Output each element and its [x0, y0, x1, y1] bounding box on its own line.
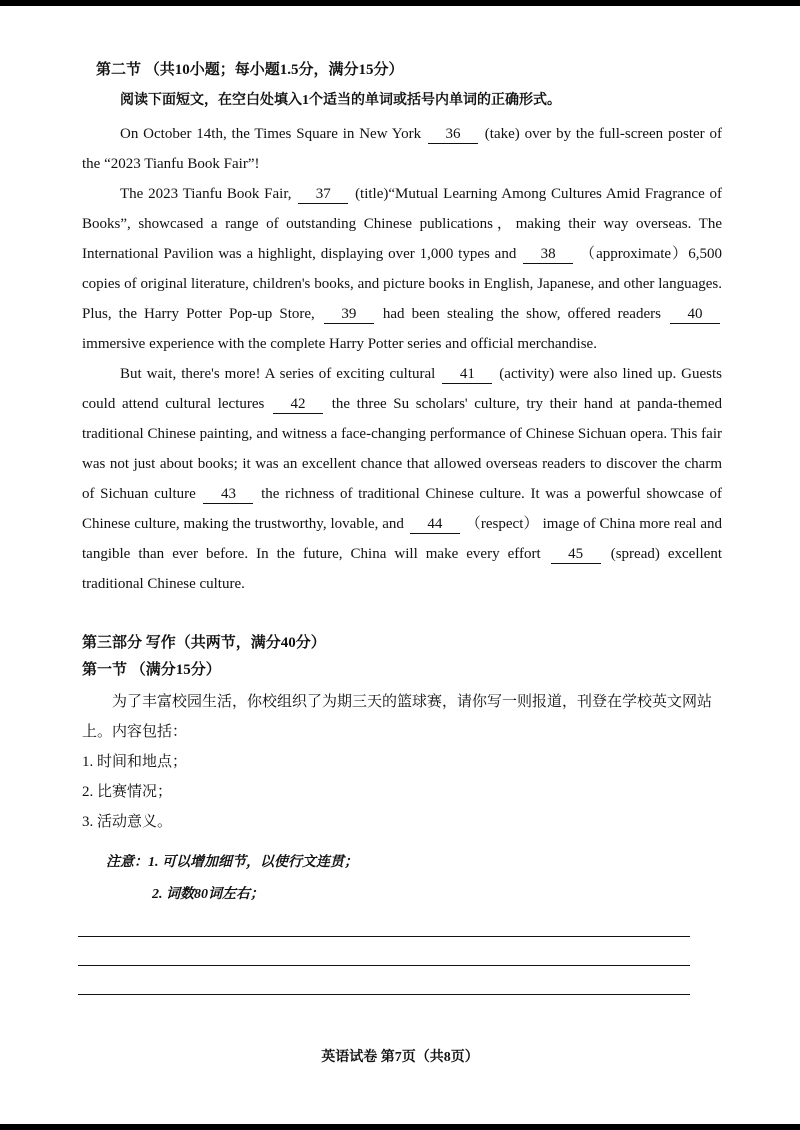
passage-text: （respect） image of China more real and tangible than ever before. In the future, China will make every effort	[82, 516, 723, 562]
passage-text: immersive experience with the complete Harry Potter series and official merchandise.	[82, 336, 597, 352]
top-border	[0, 0, 800, 6]
passage-text: (spread) excellent traditional Chinese culture.	[82, 546, 722, 592]
section-header: 第二节 （共10小题；每小题1.5分，满分15分）	[96, 62, 404, 78]
page-footer: 英语试卷 第7页（共8页）	[321, 1050, 479, 1065]
section-instruction: 阅读下面短文，在空白处填入1个适当的单词或括号内单词的正确形式。	[120, 93, 561, 108]
note-1: 注意：1. 可以增加细节，以使行文连贯；	[106, 855, 358, 870]
blank-36: 36	[428, 125, 478, 144]
blank-39: 39	[324, 305, 374, 324]
writing-prompt: 为了丰富校园生活，你校组织了为期三天的篮球赛，请你写一则报道，刊登在学校英文网站上。内容包括：	[82, 694, 713, 740]
blank-43: 43	[203, 485, 253, 504]
passage-text: (title)“Mutual Learning Among Cultures Amid Fragrance of Books”, showcased a range of outstanding Chinese publications，making their way overseas. The International Pavilion was a highlight, displaying over 1,000 types and	[82, 186, 723, 262]
answer-line[interactable]	[78, 965, 690, 966]
passage-paragraph-2	[82, 179, 722, 359]
subsection-header: 第一节 （满分15分）	[82, 662, 221, 678]
blank-42: 42	[273, 395, 323, 414]
bottom-border	[0, 1124, 800, 1130]
content-item-1: 1. 时间和地点；	[82, 754, 188, 770]
part-header: 第三部分 写作（共两节，满分40分）	[82, 635, 326, 651]
notes-block	[106, 847, 722, 911]
answer-line[interactable]	[78, 936, 690, 937]
passage-text: The 2023 Tianfu Book Fair,	[120, 186, 292, 202]
blank-40: 40	[670, 305, 720, 324]
passage-text: (activity) were also lined up. Guests could attend cultural lectures	[82, 366, 723, 412]
blank-37: 37	[298, 185, 348, 204]
blank-41: 41	[442, 365, 492, 384]
content-item-3: 3. 活动意义。	[82, 814, 173, 830]
exam-page	[82, 58, 722, 911]
passage-text: On October 14th, the Times Square in New York	[120, 126, 422, 142]
answer-lines	[78, 936, 690, 1023]
answer-line[interactable]	[78, 994, 690, 995]
blank-44: 44	[410, 515, 460, 534]
note-2: 2. 词数80词左右；	[152, 887, 264, 902]
blank-45: 45	[551, 545, 601, 564]
passage-text: the richness of traditional Chinese culture. It was a powerful showcase of Chinese culture, making the trustworthy, lovable, and	[82, 486, 723, 532]
passage-text: the three Su scholars' culture, try their hand at panda-themed traditional Chinese painting, and witness a face-changing performance of Chinese Sichuan opera. This fair was not just about books; it was an excellent chance that allowed overseas readers to discover the charm of Sichuan culture	[82, 396, 723, 502]
passage-text: （approximate）6,500 copies of original literature, children's books, and picture books in English, Japanese, and other languages. Plus, the Harry Potter Pop-up Store,	[82, 246, 723, 322]
passage-paragraph-3	[82, 359, 722, 599]
passage-text: had been stealing the show, offered readers	[382, 306, 661, 322]
blank-38: 38	[523, 245, 573, 264]
passage-text: (take) over by the full-screen poster of the “2023 Tianfu Book Fair”!	[82, 126, 722, 172]
content-item-2: 2. 比赛情况；	[82, 784, 173, 800]
passage-paragraph-1	[82, 119, 722, 179]
passage-text: But wait, there's more! A series of exciting cultural	[120, 366, 436, 382]
